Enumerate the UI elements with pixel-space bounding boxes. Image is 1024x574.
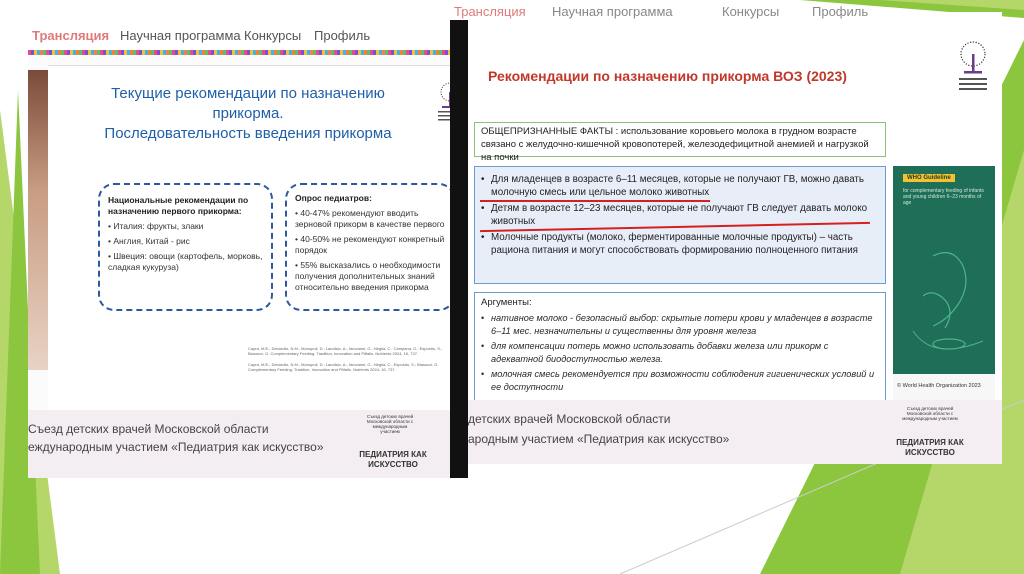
nav-color-stripe (28, 50, 468, 55)
list-item: • Швеция: овощи (картофель, морковь, сладкая кукуруза) (108, 251, 263, 272)
list-item: • 40-47% рекомендуют вводить зерновой прикорм в качестве первого (295, 208, 445, 229)
argument-item: • нативное молоко - безопасный выбор: скрытые потери крови у младенцев в возрасте 6–11 мес. незначительны и существенны для уровня железа (491, 312, 875, 337)
common-facts-box: ОБЩЕПРИЗНАННЫЕ ФАКТЫ : использование коровьего молока в грудном возрасте связано с желудочно-кишечной кровопотерей, железодефицитной анемией и нагрузкой на почки (474, 122, 886, 157)
tab-translation[interactable]: Трансляция (32, 28, 110, 43)
national-heading: Национальные рекомендации по назначению первого прикорма: (108, 195, 249, 216)
recommendation-item: • Детям в возрасте 12–23 месяцев, которые не получают ГВ следует давать молоко животных (491, 202, 877, 228)
recommendation-item: • Молочные продукты (молоко, ферментированные молочные продукты) – часть рациона питания и могут способствовать формированию полноценного питания (491, 231, 877, 257)
left-stream-screenshot (28, 20, 468, 478)
mother-child-illustration-icon (903, 236, 989, 366)
pediatrician-survey-box (285, 183, 455, 311)
who-guideline-label: WHO Guideline (903, 174, 955, 182)
list-item: • 40-50% не рекомендуют конкретный порядок (295, 234, 445, 255)
tab-translation[interactable]: Трансляция (454, 4, 526, 19)
list-item: • Италия: фрукты, злаки (108, 221, 204, 231)
left-slide-title: Текущие рекомендации по назначению прикорма. Последовательность введения прикорма (104, 85, 392, 142)
footer-line-2: еждународным участием «Педиатрия как искусство» (28, 440, 324, 454)
argument-item: • для компенсации потерь можно использовать добавки железа или прикорм с адекватной биодоступностью железа. (491, 340, 875, 365)
tab-profile[interactable]: Профиль (314, 28, 371, 43)
right-slide (468, 30, 1002, 400)
who-guideline-cover (893, 166, 995, 402)
footer-line-1: Съезд детских врачей Московской области (28, 422, 269, 436)
survey-heading: Опрос педиатров: (295, 193, 372, 203)
argument-item: • молочная смесь рекомендуется при возможности соблюдения гигиенических условий и ее доступности (491, 368, 875, 393)
black-divider-bar (450, 20, 468, 478)
right-footer (468, 400, 1002, 464)
right-stream-screenshot (454, 4, 1002, 464)
tab-scientific-program[interactable]: Научная программа (552, 4, 673, 19)
tab-contests[interactable]: Конкурсы (722, 4, 780, 19)
right-nav-bar (454, 4, 1002, 28)
right-slide-title: Рекомендации по назначению прикорма ВОЗ (2023) (488, 68, 847, 84)
footer-logo-caption: Съезд детских врачей Московской области с международным участием (902, 406, 958, 421)
left-footer (28, 410, 468, 478)
recommendation-item: • Для младенцев в возрасте 6–11 месяцев, которые не получают ГВ, можно давать молочную смесь или цельное молоко животных (491, 173, 877, 199)
left-nav-bar (28, 20, 468, 50)
list-item: • 55% высказались о необходимости получения дополнительных знаний относительно введения прикорма (295, 260, 441, 292)
red-underline (480, 200, 710, 202)
arguments-heading: Аргументы: (481, 297, 532, 308)
tab-profile[interactable]: Профиль (812, 4, 869, 19)
tab-contests[interactable]: Конкурсы (244, 28, 302, 43)
arguments-box (474, 292, 886, 402)
footer-line-2: ародным участием «Педиатрия как искусство» (468, 432, 730, 446)
footer-logo-title: ПЕДИАТРИЯ КАК ИСКУССТВО (896, 438, 964, 457)
left-slide (48, 65, 468, 410)
footer-logo-caption: Съезд детских врачей Московской области с международным участием (366, 414, 414, 434)
references (248, 346, 458, 378)
who-guideline-subtitle: for complementary feeding of infants and young children 6–23 months of age (903, 188, 984, 206)
reference-item: Capra, M.E.; Decarolis, N.M.; Monopoli, D.; Laudisio, A.; Idrovanni, G.; Neglia, C.; Esposito, S.; Biasucci, G. Complementary Feeding: Tradition, Innovation and Pitfalls. Nutrients 2024, 16, 737. (248, 362, 439, 372)
congress-logo-icon (956, 38, 990, 94)
who-copyright: © World Health Organization 2023 (893, 374, 995, 402)
footer-line-1: детских врачей Московской области (468, 412, 671, 426)
tab-scientific-program[interactable]: Научная программа (120, 28, 241, 43)
speaker-video (28, 70, 48, 370)
footer-logo-title: ПЕДИАТРИЯ КАК ИСКУССТВО (359, 450, 427, 469)
list-item: • Англия, Китай - рис (108, 236, 190, 246)
national-recommendations-box (98, 183, 273, 311)
reference-item: Capra, M.E.; Decarolis, N.M.; Monopoli, D.; Laudisio, A.; Idrovanni, G.; Neglia, C.; Campana, G.; Esposito, S.; Biasucci, G. Complementary Feeding: Tradition, Innovation and Pitfalls. Nutrients 2024, 16, 737. (248, 346, 443, 356)
